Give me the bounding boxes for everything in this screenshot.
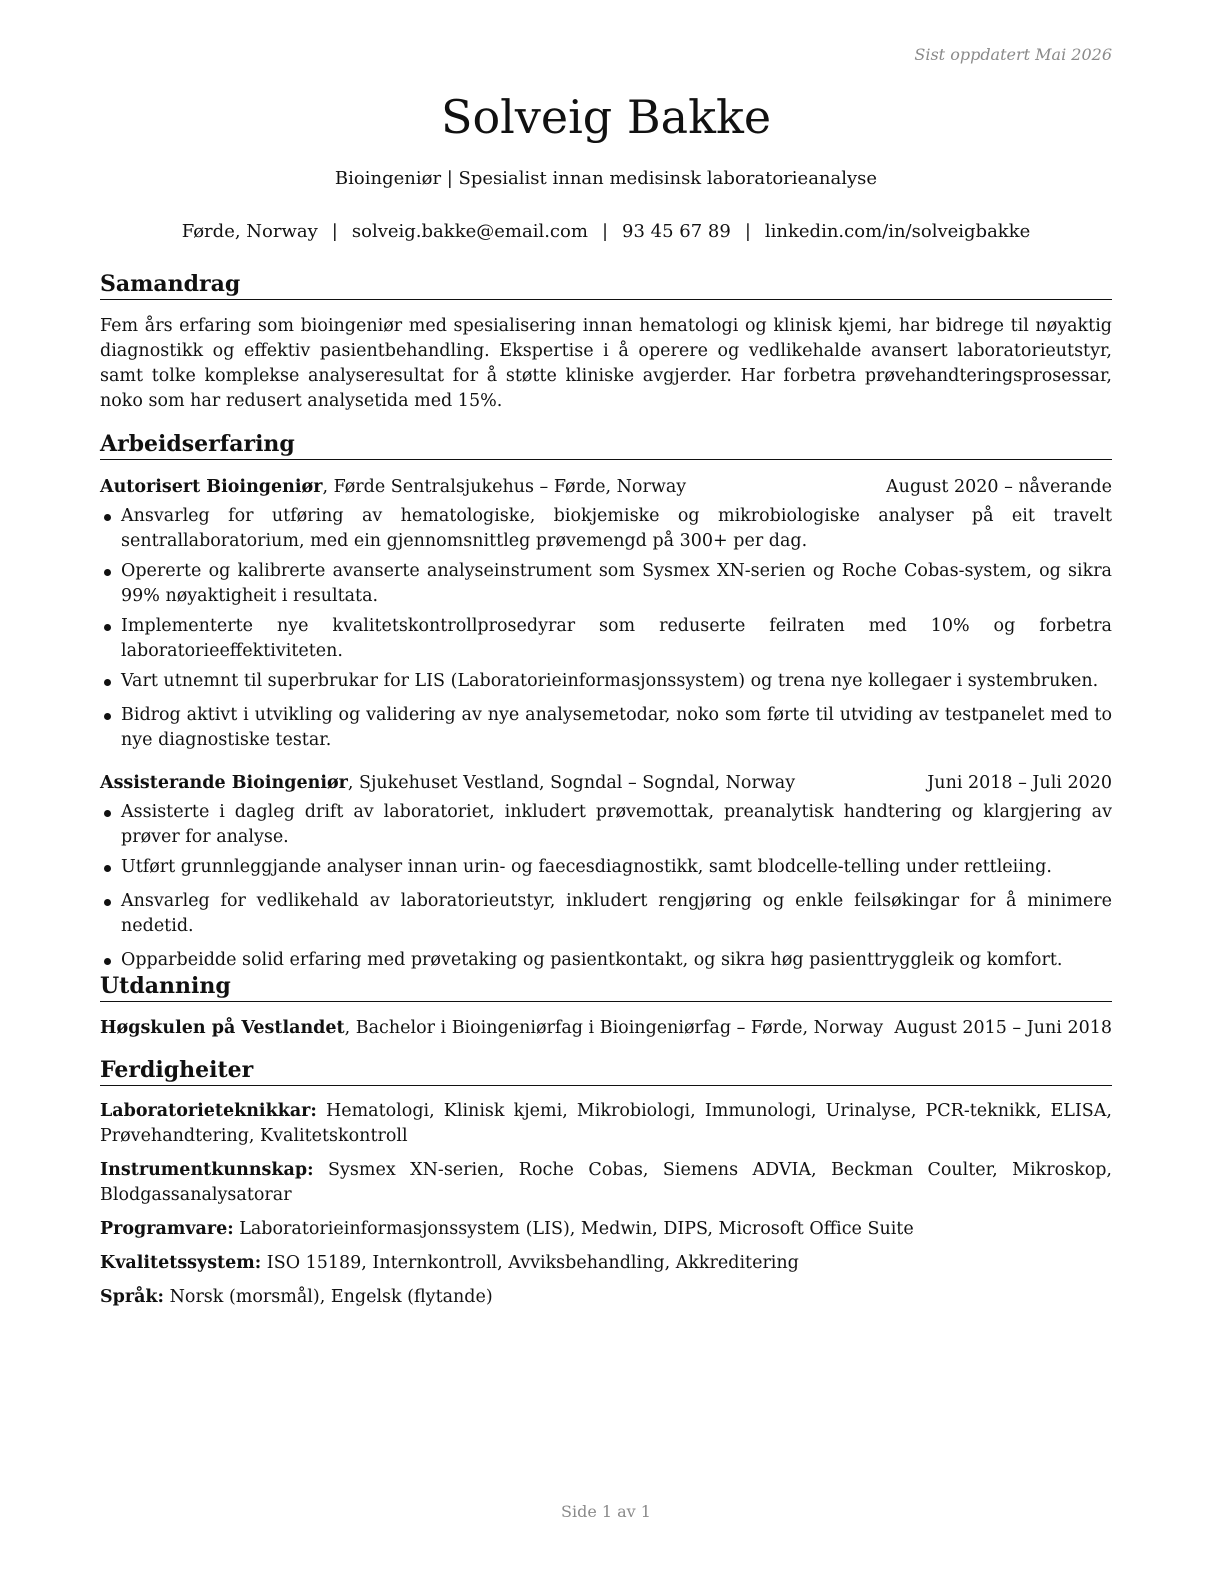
bullet-text: Assisterte i dagleg drift av laboratoriet, inkludert prøvemottak, preanalytisk handtering og klargjering av prøver for analyse. bbox=[121, 802, 1112, 847]
bullet-icon bbox=[104, 514, 111, 521]
bullet-text: Vart utnemnt til superbrukar for LIS (Laboratorieinformasjonssystem) og trena nye kollegaer i systembruken. bbox=[121, 671, 1099, 691]
contact-separator: | bbox=[744, 221, 751, 242]
bullet-icon bbox=[104, 679, 111, 686]
list-item bbox=[100, 703, 1112, 753]
bullet-text: Bidrog aktivt i utvikling og validering av nye analysemetodar, noko som førte til utviding av testpanelet med to nye diagnostiske testar. bbox=[121, 705, 1112, 750]
job-entry bbox=[100, 771, 1112, 973]
bullet-icon bbox=[104, 569, 111, 576]
contact-linkedin[interactable]: linkedin.com/in/solveigbakke bbox=[764, 221, 1031, 242]
education-dates: August 2015 – Juni 2018 bbox=[894, 1018, 1112, 1038]
bullet-icon bbox=[104, 713, 111, 720]
last-updated: Sist oppdatert Mai 2026 bbox=[914, 45, 1112, 64]
skills-list bbox=[100, 1099, 1112, 1310]
skill-row bbox=[100, 1285, 1112, 1310]
skills-section bbox=[100, 1056, 1112, 1319]
skill-value: ISO 15189, Internkontroll, Avviksbehandling, Akkreditering bbox=[261, 1253, 799, 1273]
contact-email[interactable]: solveig.bakke@email.com bbox=[351, 221, 588, 242]
bullet-icon bbox=[104, 624, 111, 631]
bullet-icon bbox=[104, 865, 111, 872]
skill-row bbox=[100, 1099, 1112, 1149]
contact-separator: | bbox=[601, 221, 609, 242]
list-item bbox=[100, 504, 1112, 554]
section-heading-summary: Samandrag bbox=[100, 270, 1112, 300]
bullet-icon bbox=[104, 899, 111, 906]
skill-value: Hematologi, Klinisk kjemi, Mikrobiologi, Immunologi, Urinalyse, PCR-teknikk, ELISA, Prøvehandtering, Kvalitetskontroll bbox=[100, 1101, 1112, 1146]
skill-value: Norsk (morsmål), Engelsk (flytande) bbox=[164, 1287, 493, 1307]
education-entry bbox=[100, 1016, 1112, 1041]
skill-value: Laboratorieinformasjonssystem (LIS), Medwin, DIPS, Microsoft Office Suite bbox=[233, 1219, 914, 1239]
job-header bbox=[100, 475, 1112, 500]
skill-label: Programvare: bbox=[100, 1219, 234, 1239]
bullet-icon bbox=[104, 810, 111, 817]
contact-line bbox=[100, 221, 1112, 242]
job-bullets bbox=[100, 504, 1112, 753]
skill-label: Laboratorieteknikkar: bbox=[100, 1101, 317, 1121]
skill-row bbox=[100, 1251, 1112, 1276]
bullet-text: Ansvarleg for vedlikehald av laboratorieutstyr, inkludert rengjøring og enkle feilsøkingar for å minimere nedetid. bbox=[121, 891, 1112, 936]
resume-page bbox=[100, 0, 1112, 1584]
job-org: , Førde Sentralsjukehus – Førde, Norway bbox=[322, 477, 687, 497]
job-dates: Juni 2018 – Juli 2020 bbox=[927, 773, 1112, 793]
bullet-text: Implementerte nye kvalitetskontrollprosedyrar som reduserte feilraten med 10% og forbetra laboratorieeffektiviteten. bbox=[121, 616, 1112, 661]
list-item bbox=[100, 800, 1112, 850]
skill-label: Språk: bbox=[100, 1287, 165, 1307]
candidate-name: Solveig Bakke bbox=[440, 90, 772, 144]
job-title: Autorisert Bioingeniør bbox=[100, 477, 323, 497]
job-entry bbox=[100, 475, 1112, 753]
bullet-text: Opparbeidde solid erfaring med prøvetaking og pasientkontakt, og sikra høg pasienttryggleik og komfort. bbox=[121, 950, 1063, 970]
contact-phone: 93 45 67 89 bbox=[622, 221, 731, 242]
job-dates: August 2020 – nåverande bbox=[886, 477, 1112, 497]
list-item bbox=[100, 948, 1112, 973]
bullet-text: Opererte og kalibrerte avanserte analyseinstrument som Sysmex XN-serien og Roche Cobas-system, og sikra 99% nøyaktigheit i resultata. bbox=[121, 561, 1112, 606]
bullet-icon bbox=[104, 958, 111, 965]
contact-separator: | bbox=[331, 221, 338, 242]
section-heading-education: Utdanning bbox=[100, 972, 1112, 1002]
section-heading-skills: Ferdigheiter bbox=[100, 1056, 1112, 1086]
list-item bbox=[100, 855, 1112, 880]
experience-section bbox=[100, 430, 1112, 978]
education-school: Høgskulen på Vestlandet bbox=[100, 1018, 345, 1038]
skill-label: Kvalitetssystem: bbox=[100, 1253, 262, 1273]
skill-row bbox=[100, 1158, 1112, 1208]
job-bullets bbox=[100, 800, 1112, 973]
job-header bbox=[100, 771, 1112, 796]
summary-text: Fem års erfaring som bioingeniør med spesialisering innan hematologi og klinisk kjemi, har bidrege til nøyaktig diagnostikk og effektiv pasientbehandling. Ekspertise i å operere og vedlikehalde avansert laboratorieutstyr, samt tolke komplekse analyseresultat for å støtte kliniske avgjerder. Har forbetra prøvehandteringsprosessar, noko som har redusert analysetida med 15%. bbox=[100, 316, 1112, 411]
job-org: , Sjukehuset Vestland, Sogndal – Sogndal, Norway bbox=[347, 773, 796, 793]
education-detail: , Bachelor i Bioingeniørfag i Bioingeniørfag – Førde, Norway bbox=[344, 1018, 884, 1038]
list-item bbox=[100, 889, 1112, 939]
skill-label: Instrumentkunnskap: bbox=[100, 1160, 314, 1180]
page-number: Side 1 av 1 bbox=[561, 1502, 651, 1521]
list-item bbox=[100, 614, 1112, 664]
contact-location: Førde, Norway bbox=[181, 221, 318, 242]
list-item bbox=[100, 559, 1112, 609]
skill-value: Sysmex XN-serien, Roche Cobas, Siemens ADVIA, Beckman Coulter, Mikroskop, Blodgassanalysatorar bbox=[100, 1160, 1112, 1205]
job-title: Assisterande Bioingeniør bbox=[100, 773, 348, 793]
summary-section bbox=[100, 270, 1112, 414]
skill-row bbox=[100, 1217, 1112, 1242]
list-item bbox=[100, 669, 1112, 694]
candidate-subtitle: Bioingeniør | Spesialist innan medisinsk laboratorieanalyse bbox=[334, 168, 878, 189]
bullet-text: Ansvarleg for utføring av hematologiske, biokjemiske og mikrobiologiske analyser på eit travelt sentrallaboratorium, med ein gjennomsnittleg prøvemengd på 300+ per dag. bbox=[121, 506, 1112, 551]
section-heading-experience: Arbeidserfaring bbox=[100, 430, 1112, 460]
education-section bbox=[100, 972, 1112, 1041]
bullet-text: Utført grunnleggjande analyser innan urin- og faecesdiagnostikk, samt blodcelle-telling under rettleiing. bbox=[121, 857, 1052, 877]
